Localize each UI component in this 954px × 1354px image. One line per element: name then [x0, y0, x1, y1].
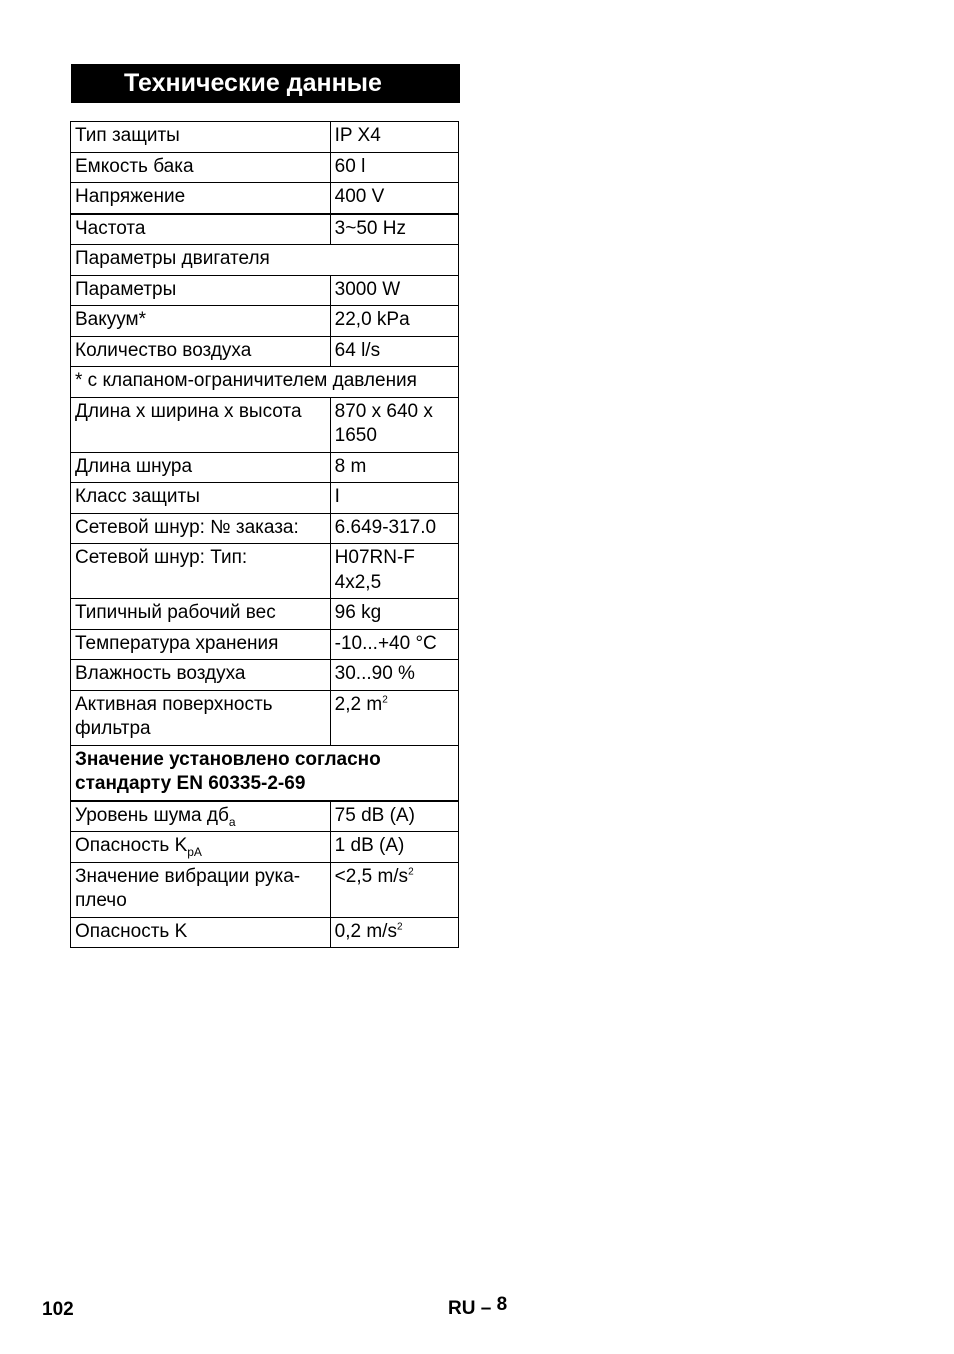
- spec-label-cell: [71, 214, 331, 245]
- spec-label: * с клапаном-ограничителем давления: [75, 370, 417, 391]
- spec-value-cell: [330, 483, 458, 514]
- spec-value-cell: [330, 397, 458, 452]
- table-row: [71, 152, 459, 183]
- spec-value-cell: [330, 801, 458, 832]
- spec-label: Параметры: [75, 278, 177, 300]
- spec-label-cell: [71, 544, 331, 599]
- spec-value: 60 l: [334, 155, 366, 177]
- spec-label: Частота: [75, 217, 146, 239]
- technical-data-table: [70, 121, 459, 948]
- table-row: [71, 214, 459, 245]
- spec-label: Температура хранения: [75, 632, 279, 654]
- table-row: [71, 862, 459, 917]
- spec-label: Сетевой шнур: Тип:: [75, 547, 248, 568]
- spec-value-cell: [330, 660, 458, 691]
- spec-label-cell: [71, 245, 459, 276]
- spec-value-cell: [330, 306, 458, 337]
- page-title: Технические данные: [71, 64, 460, 103]
- spec-label-cell: [71, 367, 459, 398]
- spec-value-cell: [330, 629, 458, 660]
- spec-value-cell: [330, 214, 458, 245]
- spec-label-cell: [71, 336, 331, 367]
- spec-value-cell: [330, 832, 458, 863]
- spec-label: Сетевой шнур: № заказа:: [75, 516, 299, 538]
- spec-value-cell: [330, 599, 458, 630]
- spec-label: Класс защиты: [75, 486, 200, 507]
- spec-value: I: [334, 486, 340, 507]
- spec-label: Опасность K: [75, 920, 188, 942]
- table-row: [71, 660, 459, 691]
- spec-label-cell: [71, 801, 331, 832]
- spec-value: 2,2 m: [334, 693, 383, 715]
- spec-label: Вакуум*: [75, 309, 147, 330]
- spec-label-cell: [71, 483, 331, 514]
- table-row: [71, 599, 459, 630]
- spec-value: <2,5 m/s: [334, 865, 409, 887]
- spec-label: Опасность K: [75, 835, 188, 856]
- spec-value-cell: [330, 275, 458, 306]
- spec-value-cell: [330, 513, 458, 544]
- spec-value: -10...+40 °C: [334, 632, 437, 654]
- spec-label-cell: [71, 690, 331, 745]
- spec-value-cell: [330, 862, 458, 917]
- table-row: [71, 367, 459, 398]
- spec-label: Параметры двигателя: [75, 248, 270, 269]
- spec-label: Значение вибрации рука-плечо: [75, 865, 301, 911]
- spec-value: 1 dB (A): [334, 835, 405, 856]
- spec-value: IP X4: [334, 125, 381, 146]
- table-row: [71, 745, 459, 801]
- spec-value: 870 x 640 x 1650: [334, 400, 433, 446]
- spec-value-superscript: 2: [396, 921, 403, 933]
- table-row: [71, 513, 459, 544]
- table-row: [71, 397, 459, 452]
- spec-value: 3000 W: [334, 278, 401, 300]
- spec-label-cell: [71, 513, 331, 544]
- spec-value: 3~50 Hz: [334, 217, 406, 239]
- spec-value-cell: [330, 122, 458, 153]
- table-row: [71, 275, 459, 306]
- spec-value: 96 kg: [334, 602, 382, 623]
- table-row: [71, 629, 459, 660]
- table-row: [71, 183, 459, 214]
- spec-label-cell: [71, 152, 331, 183]
- spec-value: 6.649-317.0: [334, 516, 437, 538]
- spec-label-cell: [71, 862, 331, 917]
- spec-value: 400 V: [334, 186, 385, 207]
- spec-label-cell: [71, 629, 331, 660]
- spec-label-cell: [71, 275, 331, 306]
- spec-value-cell: [330, 544, 458, 599]
- spec-value-cell: [330, 917, 458, 948]
- spec-label: Активная поверхность фильтра: [75, 693, 273, 739]
- table-row: [71, 452, 459, 483]
- spec-value: 8 m: [334, 455, 367, 477]
- spec-value: 22,0 kPa: [334, 309, 410, 330]
- table-row: [71, 336, 459, 367]
- spec-value-superscript: 2: [382, 694, 388, 706]
- table-row: [71, 690, 459, 745]
- spec-label: Значение установлено согласно стандарту EN 60335-2-69: [75, 748, 381, 794]
- spec-label: Уровень шума дб: [75, 804, 229, 826]
- spec-label-cell: [71, 122, 331, 153]
- spec-value-cell: [330, 183, 458, 214]
- spec-value: 30...90 %: [334, 663, 415, 684]
- spec-value: 75 dB (A): [334, 804, 415, 826]
- spec-label: Длина шнура: [75, 455, 193, 477]
- spec-value: 64 l/s: [334, 339, 381, 361]
- spec-label: Влажность воздуха: [75, 663, 246, 684]
- spec-label: Количество воздуха: [75, 339, 252, 361]
- spec-label: Тип защиты: [75, 125, 180, 146]
- spec-label-cell: [71, 660, 331, 691]
- spec-label-cell: [71, 917, 331, 948]
- spec-label-cell: [71, 452, 331, 483]
- spec-label-subscript: pA: [187, 844, 202, 859]
- spec-value: H07RN-F 4x2,5: [334, 547, 415, 593]
- table-row: [71, 801, 459, 832]
- spec-value-superscript: 2: [408, 866, 414, 878]
- local-page-number: 8: [496, 1294, 508, 1315]
- spec-label: Типичный рабочий вес: [75, 602, 276, 623]
- spec-label: Емкость бака: [75, 155, 194, 177]
- spec-label-cell: [71, 745, 459, 801]
- spec-label-cell: [71, 183, 331, 214]
- table-row: [71, 917, 459, 948]
- table-row: [71, 544, 459, 599]
- spec-label: Длина х ширина х высота: [75, 400, 302, 422]
- spec-value-cell: [330, 452, 458, 483]
- table-row: [71, 832, 459, 863]
- spec-value-cell: [330, 152, 458, 183]
- spec-label-subscript: a: [228, 814, 236, 829]
- locale-label: RU –: [448, 1298, 492, 1319]
- table-row: [71, 306, 459, 337]
- spec-value-cell: [330, 336, 458, 367]
- spec-value: 0,2 m/s: [334, 920, 397, 942]
- spec-label-cell: [71, 397, 331, 452]
- table-row: [71, 483, 459, 514]
- spec-label-cell: [71, 306, 331, 337]
- spec-value-cell: [330, 690, 458, 745]
- spec-label: Напряжение: [75, 186, 186, 207]
- spec-label-cell: [71, 832, 331, 863]
- page-locale: [448, 1294, 508, 1320]
- table-row: [71, 245, 459, 276]
- table-row: [71, 122, 459, 153]
- page-number: 102: [42, 1299, 74, 1320]
- spec-label-cell: [71, 599, 331, 630]
